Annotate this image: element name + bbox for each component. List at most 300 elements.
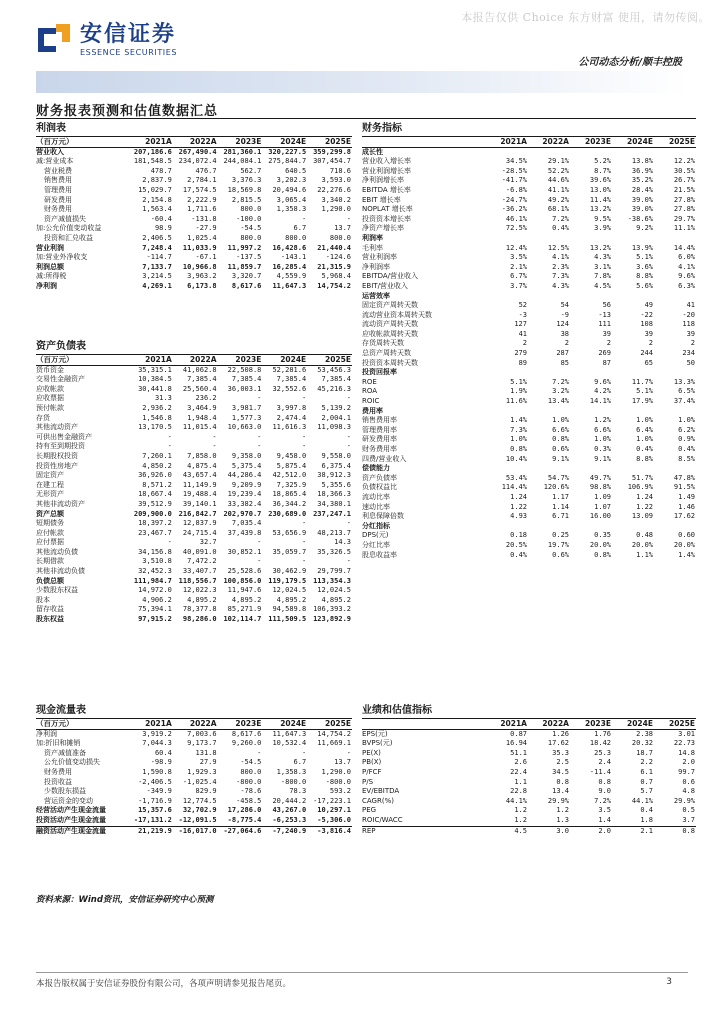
row-value: 5.1%: [636, 387, 653, 396]
row-label: 少数股东权益: [36, 586, 78, 595]
table-row: [36, 778, 352, 788]
table-row: [362, 551, 696, 561]
row-label: EBIT/营业收入: [362, 281, 408, 290]
group-header-row: [362, 147, 696, 157]
row-label: 在建工程: [36, 480, 64, 489]
row-label: 其他非流动负债: [36, 567, 85, 576]
balance-table: [36, 354, 352, 625]
row-value: 36,003.1: [227, 384, 262, 393]
row-value: 37,439.8: [227, 528, 262, 537]
year-header: 2024E: [262, 355, 307, 366]
table-row: [362, 186, 696, 196]
table-row: [36, 806, 352, 816]
row-value: -13: [598, 310, 611, 319]
table-row: [36, 385, 352, 395]
table-row: [36, 596, 352, 606]
row-value: -800.0: [280, 777, 307, 786]
row-value: -67.1: [195, 253, 217, 262]
table-row: [36, 176, 352, 186]
row-value: 39: [644, 329, 653, 338]
row-label: REP: [362, 826, 486, 836]
table-row: [36, 205, 352, 215]
section-divider: [36, 118, 696, 119]
row-value: 1.49: [678, 492, 695, 501]
row-label: 投资和汇兑收益: [44, 233, 93, 242]
row-label: 固定资产周转天数: [362, 301, 418, 310]
row-value: 3,202.3: [276, 176, 307, 185]
row-value: 7,385.4: [231, 375, 262, 384]
row-value: 26.7%: [673, 176, 695, 185]
row-value: 640.5: [285, 166, 307, 175]
row-value: 18,569.8: [227, 185, 262, 194]
row-value: -: [346, 748, 351, 757]
row-value: 30,852.1: [227, 547, 262, 556]
row-value: 1,711.6: [187, 205, 217, 214]
year-header: 2024E: [612, 137, 654, 148]
table-row: [362, 253, 696, 263]
year-header: 2022A: [173, 719, 218, 730]
row-value: 5.7: [640, 787, 653, 796]
table-row: [362, 224, 696, 234]
row-label: 股东权益: [36, 615, 64, 624]
table-row: [362, 483, 696, 493]
row-value: 562.7: [240, 166, 262, 175]
row-value: 1.2%: [594, 416, 611, 425]
table-row: [362, 282, 696, 292]
table-row: [36, 586, 352, 596]
row-value: 2,406.5: [142, 233, 172, 242]
row-value: 279: [514, 349, 527, 358]
table-row: [362, 474, 696, 484]
row-value: 60.4: [154, 748, 172, 757]
table-row: [36, 442, 352, 452]
group-header-row: [362, 407, 696, 417]
row-value: 118: [682, 320, 695, 329]
row-value: 5,355.6: [321, 480, 351, 489]
row-label: 净资产增长率: [362, 224, 404, 233]
row-label: 短期债务: [36, 519, 64, 528]
row-value: 1.46: [678, 502, 695, 511]
row-value: 1.4%: [678, 550, 695, 559]
row-value: 52: [518, 301, 527, 310]
row-value: 0.60: [678, 531, 695, 540]
row-value: 19.7%: [547, 540, 569, 549]
row-label: 分红比率: [362, 540, 390, 549]
row-value: 7.8%: [594, 272, 611, 281]
row-value: 9,209.9: [231, 480, 262, 489]
row-value: 8.8%: [636, 272, 653, 281]
row-value: 7.2%: [552, 214, 569, 223]
row-value: 1.3: [556, 815, 569, 824]
row-label: 应收帐款: [36, 384, 64, 393]
row-value: 7.2%: [594, 796, 611, 805]
row-value: 20.0%: [673, 540, 695, 549]
cashflow-title: 现金流量表: [36, 705, 86, 716]
row-value: 1,290.0: [321, 205, 351, 214]
row-value: 97,915.2: [138, 615, 172, 624]
table-row: [362, 359, 696, 369]
row-value: 11,647.3: [272, 729, 307, 738]
row-value: 0.48: [636, 531, 653, 540]
row-value: 800.0: [240, 205, 262, 214]
row-value: 91.5%: [673, 483, 695, 492]
table-row: [362, 739, 696, 749]
table-header-row: [36, 355, 352, 366]
row-value: 0.5: [682, 806, 695, 815]
row-value: 14.8: [678, 748, 695, 757]
row-value: 2,474.4: [276, 413, 307, 422]
table-row: [362, 531, 696, 541]
year-header: 2021A: [486, 719, 528, 730]
row-value: 3.01: [678, 729, 695, 738]
row-value: 1.2: [514, 806, 527, 815]
row-value: 1,358.3: [276, 205, 307, 214]
table-row: [362, 339, 696, 349]
row-value: 1.9%: [510, 387, 527, 396]
row-value: 10,297.1: [317, 806, 351, 815]
row-value: 0.7: [640, 777, 653, 786]
row-value: 9,173.7: [187, 739, 217, 748]
row-value: 6.6%: [594, 425, 611, 434]
row-value: 13.09: [631, 512, 653, 521]
row-label: 留存收益: [36, 605, 64, 614]
row-value: 1,590.8: [142, 767, 172, 776]
row-value: 14.3: [334, 538, 351, 547]
table-header-row: [36, 719, 352, 730]
row-value: 216,842.7: [178, 509, 217, 518]
row-value: 359,299.8: [313, 147, 351, 156]
row-label: 减:所得税: [36, 272, 67, 281]
row-value: 4.8: [682, 787, 695, 796]
row-value: 0.3%: [594, 445, 611, 453]
row-value: 36,344.2: [272, 499, 307, 508]
table-row: [36, 739, 352, 749]
row-label: 管理费用率: [362, 425, 397, 434]
row-label: 财务费用率: [362, 445, 397, 453]
row-label: ROIC/WACC: [362, 815, 403, 824]
table-row: [36, 167, 352, 177]
row-value: 32.7: [199, 538, 217, 547]
year-header: 2023E: [570, 719, 612, 730]
year-header: 2021A: [486, 137, 528, 148]
row-value: -114.7: [146, 253, 172, 262]
row-value: -458.5: [236, 796, 262, 805]
row-value: 2.38: [636, 729, 653, 738]
row-value: 3,376.3: [231, 176, 262, 185]
row-value: 0.8: [598, 777, 611, 786]
row-label: 股本: [36, 595, 50, 604]
row-label: 可供出售金融资产: [36, 432, 92, 441]
table-row: [362, 378, 696, 388]
row-value: -: [346, 394, 351, 403]
table-row: [36, 768, 352, 778]
row-value: 2.5: [556, 758, 569, 767]
row-value: 0.4%: [552, 224, 569, 233]
row-value: 2.1: [612, 826, 654, 836]
year-header: 2021A: [128, 719, 173, 730]
row-value: 20,444.2: [272, 796, 307, 805]
row-value: 19,239.4: [227, 490, 262, 499]
row-value: 3.0: [528, 826, 570, 836]
row-value: 9,260.0: [231, 739, 262, 748]
row-value: -: [167, 442, 172, 451]
table-header-row: [36, 137, 352, 148]
row-value: 53,456.3: [317, 365, 351, 374]
table-row: [362, 758, 696, 768]
row-value: 10,663.0: [227, 423, 262, 432]
row-label: 营业收入增长率: [362, 157, 411, 166]
row-value: 42,512.0: [272, 471, 307, 480]
row-value: 44.1%: [631, 796, 653, 805]
table-row: [36, 729, 352, 739]
row-value: 13.8%: [631, 157, 653, 166]
row-value: 4,559.9: [276, 272, 307, 281]
row-value: 22,508.8: [227, 365, 262, 374]
row-value: 41,062.8: [182, 365, 217, 374]
row-value: -54.5: [240, 224, 262, 233]
table-row: [36, 519, 352, 529]
row-label: 利息保障倍数: [362, 512, 404, 521]
row-value: 36.9%: [631, 166, 653, 175]
row-value: 1.09: [594, 492, 611, 501]
row-value: 39.0%: [631, 195, 653, 204]
row-value: 15,029.7: [138, 185, 172, 194]
row-value: 269: [598, 349, 611, 358]
year-header: 2023E: [218, 719, 263, 730]
row-value: 4,895.2: [187, 595, 217, 604]
row-value: 1,025.4: [187, 233, 217, 242]
row-value: 19,488.4: [182, 490, 217, 499]
row-label: 长期借款: [36, 557, 64, 566]
row-label: EBIT 增长率: [362, 195, 401, 204]
row-value: 108: [640, 320, 653, 329]
section-title: 财务报表预测和估值数据汇总: [36, 104, 219, 119]
row-label: BVPS(元): [362, 739, 393, 748]
row-value: -60.4: [150, 214, 172, 223]
row-value: 4.5%: [594, 281, 611, 290]
row-value: 476.7: [195, 166, 217, 175]
income-table: [36, 136, 352, 292]
table-row: [362, 330, 696, 340]
row-label: 投资性房地产: [36, 461, 78, 470]
row-value: 20.0%: [631, 540, 653, 549]
table-row: [362, 272, 696, 282]
row-value: 13.7: [334, 224, 351, 233]
row-value: -6.8%: [505, 185, 527, 194]
row-value: -2,406.5: [138, 777, 172, 786]
row-value: 12.2%: [673, 157, 695, 166]
row-value: 2.0: [570, 826, 612, 836]
row-label: 营运资金的变动: [44, 796, 93, 805]
row-value: 234,072.4: [178, 157, 217, 166]
table-row: [362, 455, 696, 465]
row-value: 1.8: [640, 815, 653, 824]
row-label: 速动比率: [362, 502, 390, 511]
row-label: 流动资产周转天数: [362, 320, 418, 329]
row-value: 800.0: [240, 233, 262, 242]
row-value: 29.9%: [673, 796, 695, 805]
row-label: 毛利率: [362, 243, 383, 252]
row-value: -28.5%: [501, 166, 527, 175]
table-row: [36, 816, 352, 826]
row-value: 9.1%: [552, 454, 569, 463]
row-value: -38.6%: [627, 214, 653, 223]
row-value: 10,384.5: [138, 375, 172, 384]
row-value: -8,775.4: [227, 815, 262, 824]
row-value: -3,816.4: [307, 826, 352, 836]
row-value: 4,875.4: [187, 461, 217, 470]
row-value: 123,892.9: [313, 615, 351, 624]
row-value: -349.9: [146, 787, 172, 796]
row-value: 6.71: [552, 512, 569, 521]
row-value: 5.1%: [636, 253, 653, 262]
watermark: 本报告仅供 Choice 东方财富 使用，请勿传阅。: [461, 11, 710, 24]
row-value: 7,385.4: [187, 375, 217, 384]
row-value: 54.7%: [547, 473, 569, 482]
row-value: 21,219.9: [128, 826, 173, 836]
brand-logo-icon: [36, 22, 72, 58]
row-value: -: [346, 519, 351, 528]
row-value: 3.7: [682, 815, 695, 824]
row-value: 207,186.6: [133, 147, 172, 156]
table-row: [36, 462, 352, 472]
row-value: 6.7: [293, 758, 307, 767]
row-value: 2,837.9: [142, 176, 172, 185]
row-value: 27.8%: [673, 205, 695, 214]
brand-name-cn: 安信证券: [80, 22, 177, 47]
group-header-row: [362, 464, 696, 474]
row-value: 35,315.1: [138, 365, 172, 374]
row-value: -800.0: [236, 777, 262, 786]
row-value: 32,702.9: [182, 806, 217, 815]
table-row: [362, 397, 696, 407]
row-value: 46.1%: [505, 214, 527, 223]
row-value: 114.4%: [501, 483, 527, 492]
row-label: 减:营业成本: [36, 157, 74, 166]
row-value: -124.6: [325, 253, 351, 262]
table-row: [36, 577, 352, 587]
row-value: 3,340.2: [321, 195, 351, 204]
row-value: 13.7: [334, 758, 351, 767]
row-value: 287: [556, 349, 569, 358]
row-value: 98,286.0: [182, 615, 217, 624]
row-value: 37.4%: [673, 397, 695, 406]
row-value: -: [257, 432, 262, 441]
row-value: 102,114.7: [223, 615, 262, 624]
row-value: 43,657.4: [182, 471, 217, 480]
row-value: 8.7%: [594, 166, 611, 175]
row-value: -800.0: [325, 777, 351, 786]
valuation-panel: [362, 703, 696, 836]
row-value: 0.6%: [552, 550, 569, 559]
table-row: [36, 490, 352, 500]
row-value: 11,098.3: [317, 423, 351, 432]
row-value: 7,858.0: [187, 451, 217, 460]
row-value: 13.2%: [589, 205, 611, 214]
year-header: 2025E: [307, 137, 352, 148]
row-value: 22,276.6: [317, 185, 351, 194]
table-row: [36, 500, 352, 510]
table-row: [362, 787, 696, 797]
table-row: [36, 529, 352, 539]
row-value: -: [257, 748, 262, 757]
row-value: 0.8%: [594, 550, 611, 559]
table-row: [36, 481, 352, 491]
row-value: 2,936.2: [142, 403, 172, 412]
year-header: 2025E: [307, 719, 352, 730]
table-row: [36, 548, 352, 558]
table-row: [36, 272, 352, 282]
row-value: 35.2%: [631, 176, 653, 185]
row-value: 7,472.2: [187, 557, 217, 566]
row-value: 127: [514, 320, 527, 329]
table-row: [36, 263, 352, 273]
row-label: 加:营业外净收支: [36, 253, 88, 262]
row-value: 2: [606, 339, 611, 348]
row-value: -: [212, 442, 217, 451]
row-value: -137.5: [236, 253, 262, 262]
table-row: [36, 404, 352, 414]
row-value: 6.7%: [510, 272, 527, 281]
row-label: 持有至到期投资: [36, 442, 85, 451]
row-value: 21,315.9: [317, 262, 351, 271]
row-label: 其他流动负债: [36, 547, 78, 556]
row-value: 40,091.0: [182, 547, 217, 556]
row-value: 1,563.4: [142, 205, 172, 214]
row-value: 6,173.8: [187, 281, 217, 290]
row-value: 20.0%: [589, 540, 611, 549]
row-value: 244,084.1: [223, 157, 262, 166]
row-label: 融资活动产生现金流量: [36, 826, 128, 836]
row-label: 流动比率: [362, 492, 390, 501]
row-value: 3.5: [598, 806, 611, 815]
row-label: 销售费用: [44, 176, 72, 185]
table-row: [36, 215, 352, 225]
row-value: 49.7%: [589, 473, 611, 482]
row-value: 9.1%: [594, 454, 611, 463]
row-value: 38: [560, 329, 569, 338]
table-row: [36, 605, 352, 615]
row-value: 20.32: [631, 739, 653, 748]
row-value: 16,285.4: [272, 262, 307, 271]
balance-sheet-panel: [36, 339, 352, 625]
row-value: 29,799.7: [317, 567, 351, 576]
row-value: 32,552.6: [272, 384, 307, 393]
table-row: [362, 349, 696, 359]
row-label: 净利润: [36, 729, 57, 738]
table-row: [36, 557, 352, 567]
table-row: [36, 234, 352, 244]
row-value: 11,616.3: [272, 423, 307, 432]
year-header: 2024E: [262, 719, 307, 730]
row-label: 经营活动产生现金流量: [36, 806, 106, 815]
row-value: 478.7: [150, 166, 172, 175]
row-value: 17.9%: [631, 397, 653, 406]
row-value: 6.5%: [678, 387, 695, 396]
row-label: 总资产周转天数: [362, 349, 411, 358]
row-value: 12,837.9: [182, 519, 217, 528]
table-row: [362, 301, 696, 311]
row-label: P/S: [362, 777, 374, 786]
group-label: 分红指标: [362, 521, 390, 530]
row-value: 39: [686, 329, 695, 338]
row-value: 800.0: [329, 233, 351, 242]
table-row: [36, 365, 352, 375]
row-value: 51.7%: [631, 473, 653, 482]
row-value: 20.5%: [505, 540, 527, 549]
row-value: -78.6: [240, 787, 262, 796]
row-value: 230,689.0: [268, 509, 307, 518]
